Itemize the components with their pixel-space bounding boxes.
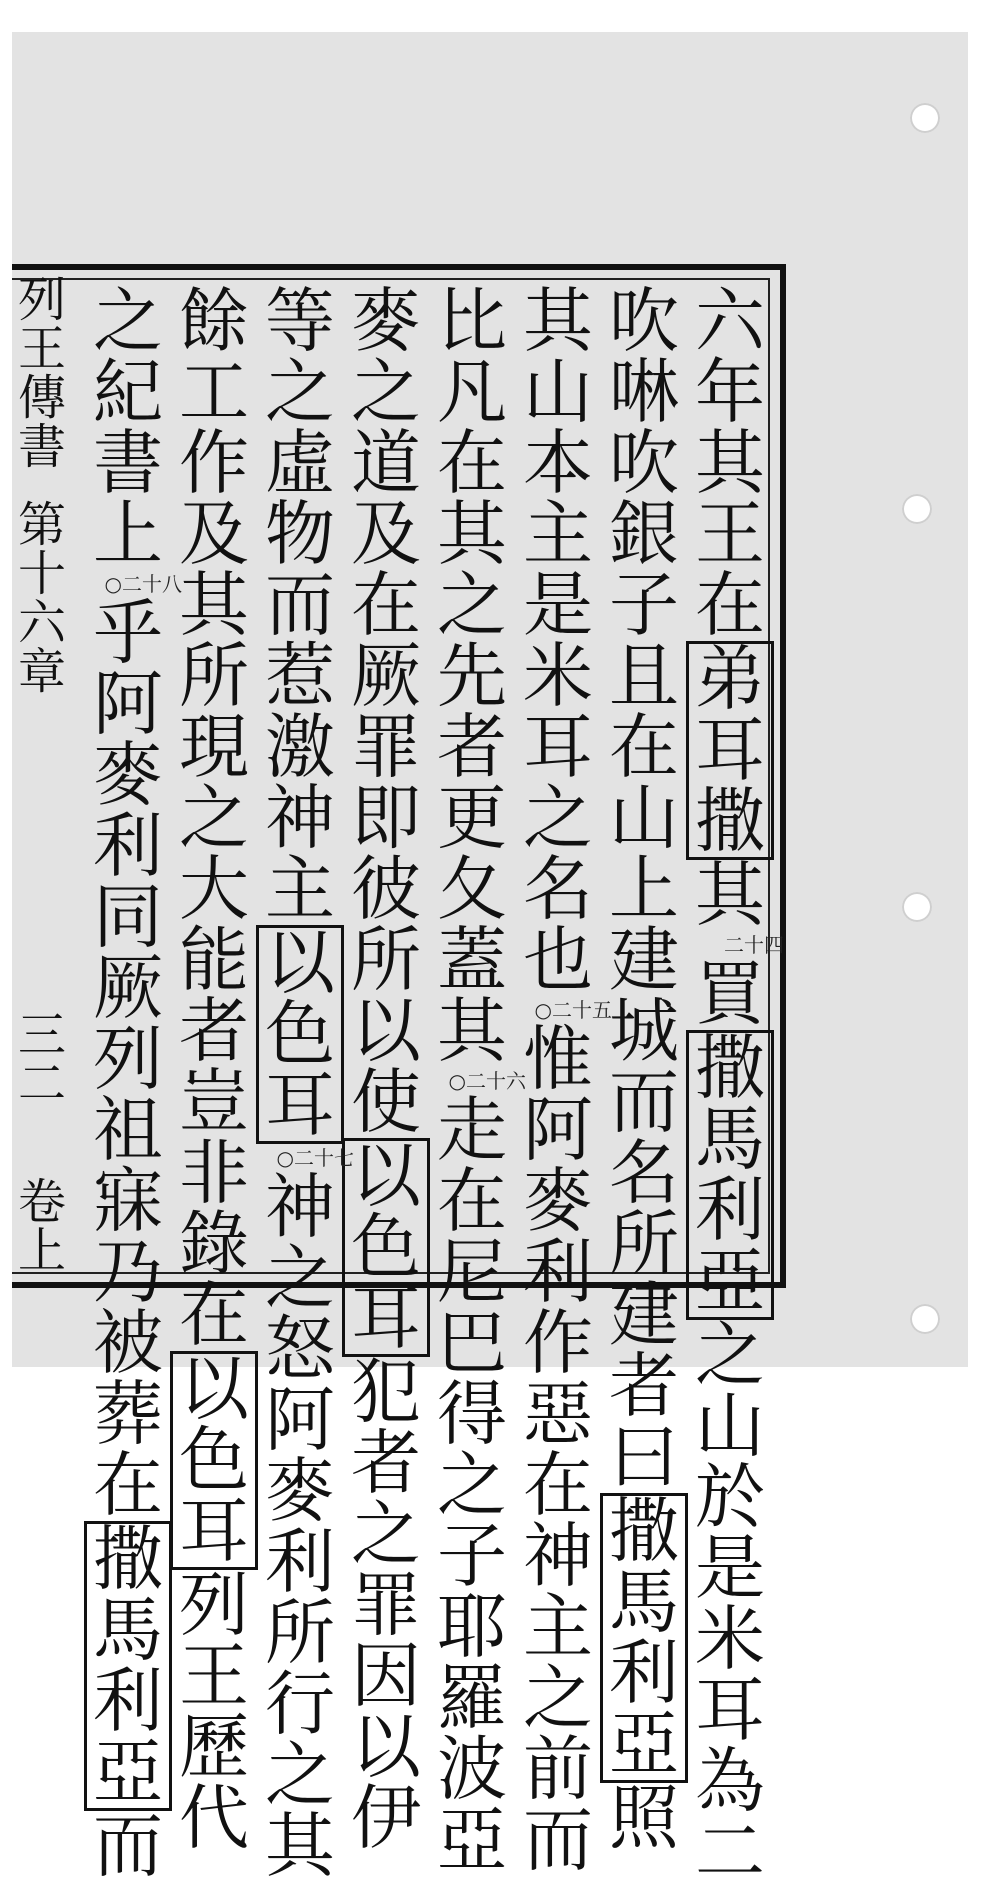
glyph: 買 [695,953,765,1035]
glyph: 之 [695,1314,765,1396]
text-segment [89,1805,167,1887]
glyph: 其 [695,854,765,936]
text-column [688,280,784,1893]
glyph: 六 [695,280,765,362]
glyph: 餘 [179,280,249,362]
glyph: 所 [351,919,421,1001]
text-segment [433,280,511,1072]
text-segment [433,1089,511,1881]
glyph: 現 [179,706,249,788]
glyph: 山 [609,777,679,859]
glyph: 在 [179,1274,249,1356]
boxed-proper-name [342,1135,430,1359]
margin-title [17,272,67,475]
glyph: 豈 [179,1061,249,1143]
binder-hole-1 [910,103,940,133]
glyph: 因 [351,1635,421,1717]
glyph: 在 [695,564,765,646]
margin-volume [17,1174,67,1280]
glyph: 寐 [93,1160,163,1242]
glyph: 及 [351,493,421,575]
glyph: 阿 [265,1379,335,1461]
glyph: 主 [265,848,335,930]
margin-glyph: 卷 [17,1174,66,1231]
glyph: 羅 [437,1657,507,1739]
glyph: 走 [437,1089,507,1171]
glyph: 先 [437,635,507,717]
verse-number: ○二十五 [534,998,612,1022]
text-segment [261,1166,339,1887]
glyph: 厥 [351,635,421,717]
glyph: 乎 [93,592,163,674]
glyph: 之 [351,351,421,433]
glyph: 之 [265,1734,335,1816]
glyph: 而 [265,564,335,646]
glyph: 米 [523,635,593,717]
glyph: 馬 [695,1098,765,1180]
glyph: 麥 [523,1160,593,1242]
glyph: 所 [609,1203,679,1285]
boxed-proper-name [686,638,774,862]
glyph: 吹 [609,280,679,362]
glyph: 耳 [523,706,593,788]
glyph: 色 [179,1419,249,1501]
text-segment [691,953,769,1035]
glyph: 以 [265,922,335,1004]
text-segment [691,854,769,936]
glyph: 物 [265,493,335,575]
margin-glyph: 王 [17,320,66,377]
boxed-proper-name [600,1490,688,1785]
glyph: 而 [93,1805,163,1887]
glyph: 罪 [351,706,421,788]
glyph: 之 [523,777,593,859]
glyph: 蓋 [437,919,507,1001]
glyph: 尼 [437,1231,507,1313]
glyph: 子 [437,1515,507,1597]
text-column [258,280,354,1887]
glyph: 彼 [351,848,421,930]
glyph: 馬 [609,1561,679,1643]
glyph: 上 [93,493,163,575]
glyph: 在 [93,1444,163,1526]
glyph: 麥 [265,1450,335,1532]
glyph: 波 [437,1728,507,1810]
glyph: 在 [523,1444,593,1526]
margin-glyph: 六 [17,595,66,652]
glyph: 阿 [93,663,163,745]
glyph: 惹 [265,635,335,717]
boxed-proper-name [256,922,344,1146]
glyph: 子 [609,564,679,646]
glyph: 名 [523,848,593,930]
glyph: 乃 [93,1231,163,1313]
glyph: 道 [351,422,421,504]
glyph: 之 [179,777,249,859]
text-column [86,280,182,1887]
binder-hole-2 [902,494,932,524]
glyph: 作 [523,1302,593,1384]
glyph: 耳 [265,1064,335,1146]
text-segment [175,1564,253,1859]
binder-hole-4 [910,1304,940,1334]
text-column [430,280,526,1881]
glyph: 利 [93,805,163,887]
glyph: 之 [437,564,507,646]
text-segment [519,280,597,1001]
glyph: 更 [437,777,507,859]
text-segment [261,280,339,930]
margin-chapter [17,497,67,701]
glyph: 所 [265,1592,335,1674]
glyph: 大 [179,848,249,930]
glyph: 怒 [265,1308,335,1390]
glyph: 之 [437,1444,507,1526]
glyph: 凡 [437,351,507,433]
glyph: 之 [265,351,335,433]
glyph: 即 [351,777,421,859]
glyph: 非 [179,1132,249,1214]
glyph: 等 [265,280,335,362]
glyph: 代 [179,1777,249,1859]
glyph: 在 [437,1160,507,1242]
glyph: 以 [351,1706,421,1788]
margin-glyph: 書 [17,418,66,475]
glyph: 之 [351,1493,421,1575]
glyph: 以 [179,1348,249,1430]
glyph: 弟 [695,638,765,720]
glyph: 激 [265,706,335,788]
text-segment [691,1314,769,1893]
glyph: 者 [351,1422,421,1504]
glyph: 也 [523,919,593,1001]
glyph: 者 [437,706,507,788]
glyph: 馬 [93,1589,163,1671]
glyph: 比 [437,280,507,362]
glyph: 撒 [93,1518,163,1600]
glyph: 歷 [179,1706,249,1788]
verse-number: 二十四 [724,933,784,957]
glyph: 罪 [351,1564,421,1646]
glyph: 紀 [93,351,163,433]
glyph: 在 [351,564,421,646]
glyph: 使 [351,1061,421,1143]
glyph: 利 [695,1169,765,1251]
glyph: 銀 [609,493,679,575]
glyph: 年 [695,351,765,433]
margin-glyph: 十 [17,546,66,603]
boxed-proper-name [170,1348,258,1572]
margin-glyph: 三 [17,1007,66,1064]
glyph: 為 [695,1740,765,1822]
glyph: 是 [695,1527,765,1609]
boxed-proper-name [686,1027,774,1322]
glyph: 者 [179,990,249,1072]
binder-hole-3 [902,892,932,922]
glyph: 同 [93,876,163,958]
glyph: 王 [695,493,765,575]
margin-glyph: 第 [17,497,66,554]
margin-glyph: 章 [17,644,66,701]
glyph: 被 [93,1302,163,1384]
glyph: 其 [437,990,507,1072]
glyph: 亞 [93,1731,163,1813]
margin-glyph: 二 [17,1056,66,1113]
text-column [344,280,428,1859]
text-column [172,280,256,1859]
boxed-proper-name [84,1518,172,1813]
glyph: 耳 [695,709,765,791]
glyph: 以 [351,990,421,1072]
glyph: 且 [609,635,679,717]
glyph: 耶 [437,1586,507,1668]
glyph: 撒 [695,780,765,862]
glyph: 虛 [265,422,335,504]
glyph: 撒 [609,1490,679,1572]
verse-number: ○二十八 [104,572,182,596]
text-segment [519,1018,597,1881]
margin-header [14,272,70,1280]
glyph: 色 [265,993,335,1075]
glyph: 得 [437,1373,507,1455]
glyph: 啉 [609,351,679,433]
glyph: 書 [93,422,163,504]
glyph: 於 [695,1456,765,1538]
margin-glyph: 傳 [17,369,66,426]
glyph: 撒 [695,1027,765,1109]
glyph: 神 [523,1515,593,1597]
glyph: 是 [523,564,593,646]
glyph: 其 [179,564,249,646]
margin-glyph: 列 [17,272,66,328]
glyph: 主 [523,1586,593,1668]
text-segment [175,280,253,1356]
glyph: 王 [179,1635,249,1717]
glyph: 山 [523,351,593,433]
glyph: 耳 [351,1277,421,1359]
text-segment [347,1351,425,1859]
glyph: 利 [523,1231,593,1313]
glyph: 建 [609,919,679,1001]
glyph: 山 [695,1385,765,1467]
glyph: 建 [609,1274,679,1356]
glyph: 主 [523,493,593,575]
glyph: 麥 [93,734,163,816]
glyph: 前 [523,1728,593,1810]
glyph: 之 [265,1237,335,1319]
glyph: 利 [609,1632,679,1714]
glyph: 惡 [523,1373,593,1455]
text-segment [89,592,167,1526]
glyph: 惟 [523,1018,593,1100]
verse-number: ○二十七 [276,1146,354,1170]
glyph: 之 [93,280,163,362]
glyph: 二 [695,1811,765,1893]
glyph: 吹 [609,422,679,504]
glyph: 作 [179,422,249,504]
margin-glyph: 上 [17,1223,66,1280]
margin-page-number [17,1007,67,1113]
glyph: 麥 [351,280,421,362]
glyph: 在 [609,706,679,788]
glyph: 亞 [437,1799,507,1881]
text-frame [12,264,786,1893]
glyph: 色 [351,1206,421,1288]
glyph: 神 [265,777,335,859]
glyph: 工 [179,351,249,433]
text-column [516,280,612,1881]
text-segment [347,280,425,1143]
glyph: 其 [265,1805,335,1887]
text-segment [89,280,167,575]
text-segment [605,1777,683,1859]
glyph: 葬 [93,1373,163,1455]
glyph: 城 [609,990,679,1072]
glyph: 米 [695,1598,765,1680]
glyph: 而 [609,1061,679,1143]
glyph: 犯 [351,1351,421,1433]
glyph: 者 [609,1345,679,1427]
glyph: 神 [265,1166,335,1248]
text-segment [691,280,769,646]
glyph: 厥 [93,947,163,1029]
glyph: 其 [523,280,593,362]
glyph: 其 [695,422,765,504]
glyph: 行 [265,1663,335,1745]
glyph: 名 [609,1132,679,1214]
glyph: 所 [179,635,249,717]
verse-number: ○二十六 [448,1069,526,1093]
glyph: 利 [93,1660,163,1742]
glyph: 巴 [437,1302,507,1384]
glyph: 上 [609,848,679,930]
text-segment [605,280,683,1498]
glyph: 阿 [523,1089,593,1171]
glyph: 能 [179,919,249,1001]
glyph: 在 [437,422,507,504]
glyph: 之 [523,1657,593,1739]
text-column [602,280,686,1859]
glyph: 本 [523,422,593,504]
glyph: 列 [93,1018,163,1100]
glyph: 亞 [695,1240,765,1322]
glyph: 照 [609,1777,679,1859]
glyph: 伊 [351,1777,421,1859]
glyph: 列 [179,1564,249,1646]
glyph: 曰 [609,1416,679,1498]
glyph: 夂 [437,848,507,930]
glyph: 亞 [609,1703,679,1785]
glyph: 利 [265,1521,335,1603]
glyph: 耳 [179,1490,249,1572]
glyph: 其 [437,493,507,575]
glyph: 耳 [695,1669,765,1751]
glyph: 祖 [93,1089,163,1171]
glyph: 及 [179,493,249,575]
glyph: 而 [523,1799,593,1881]
glyph: 錄 [179,1203,249,1285]
glyph: 以 [351,1135,421,1217]
